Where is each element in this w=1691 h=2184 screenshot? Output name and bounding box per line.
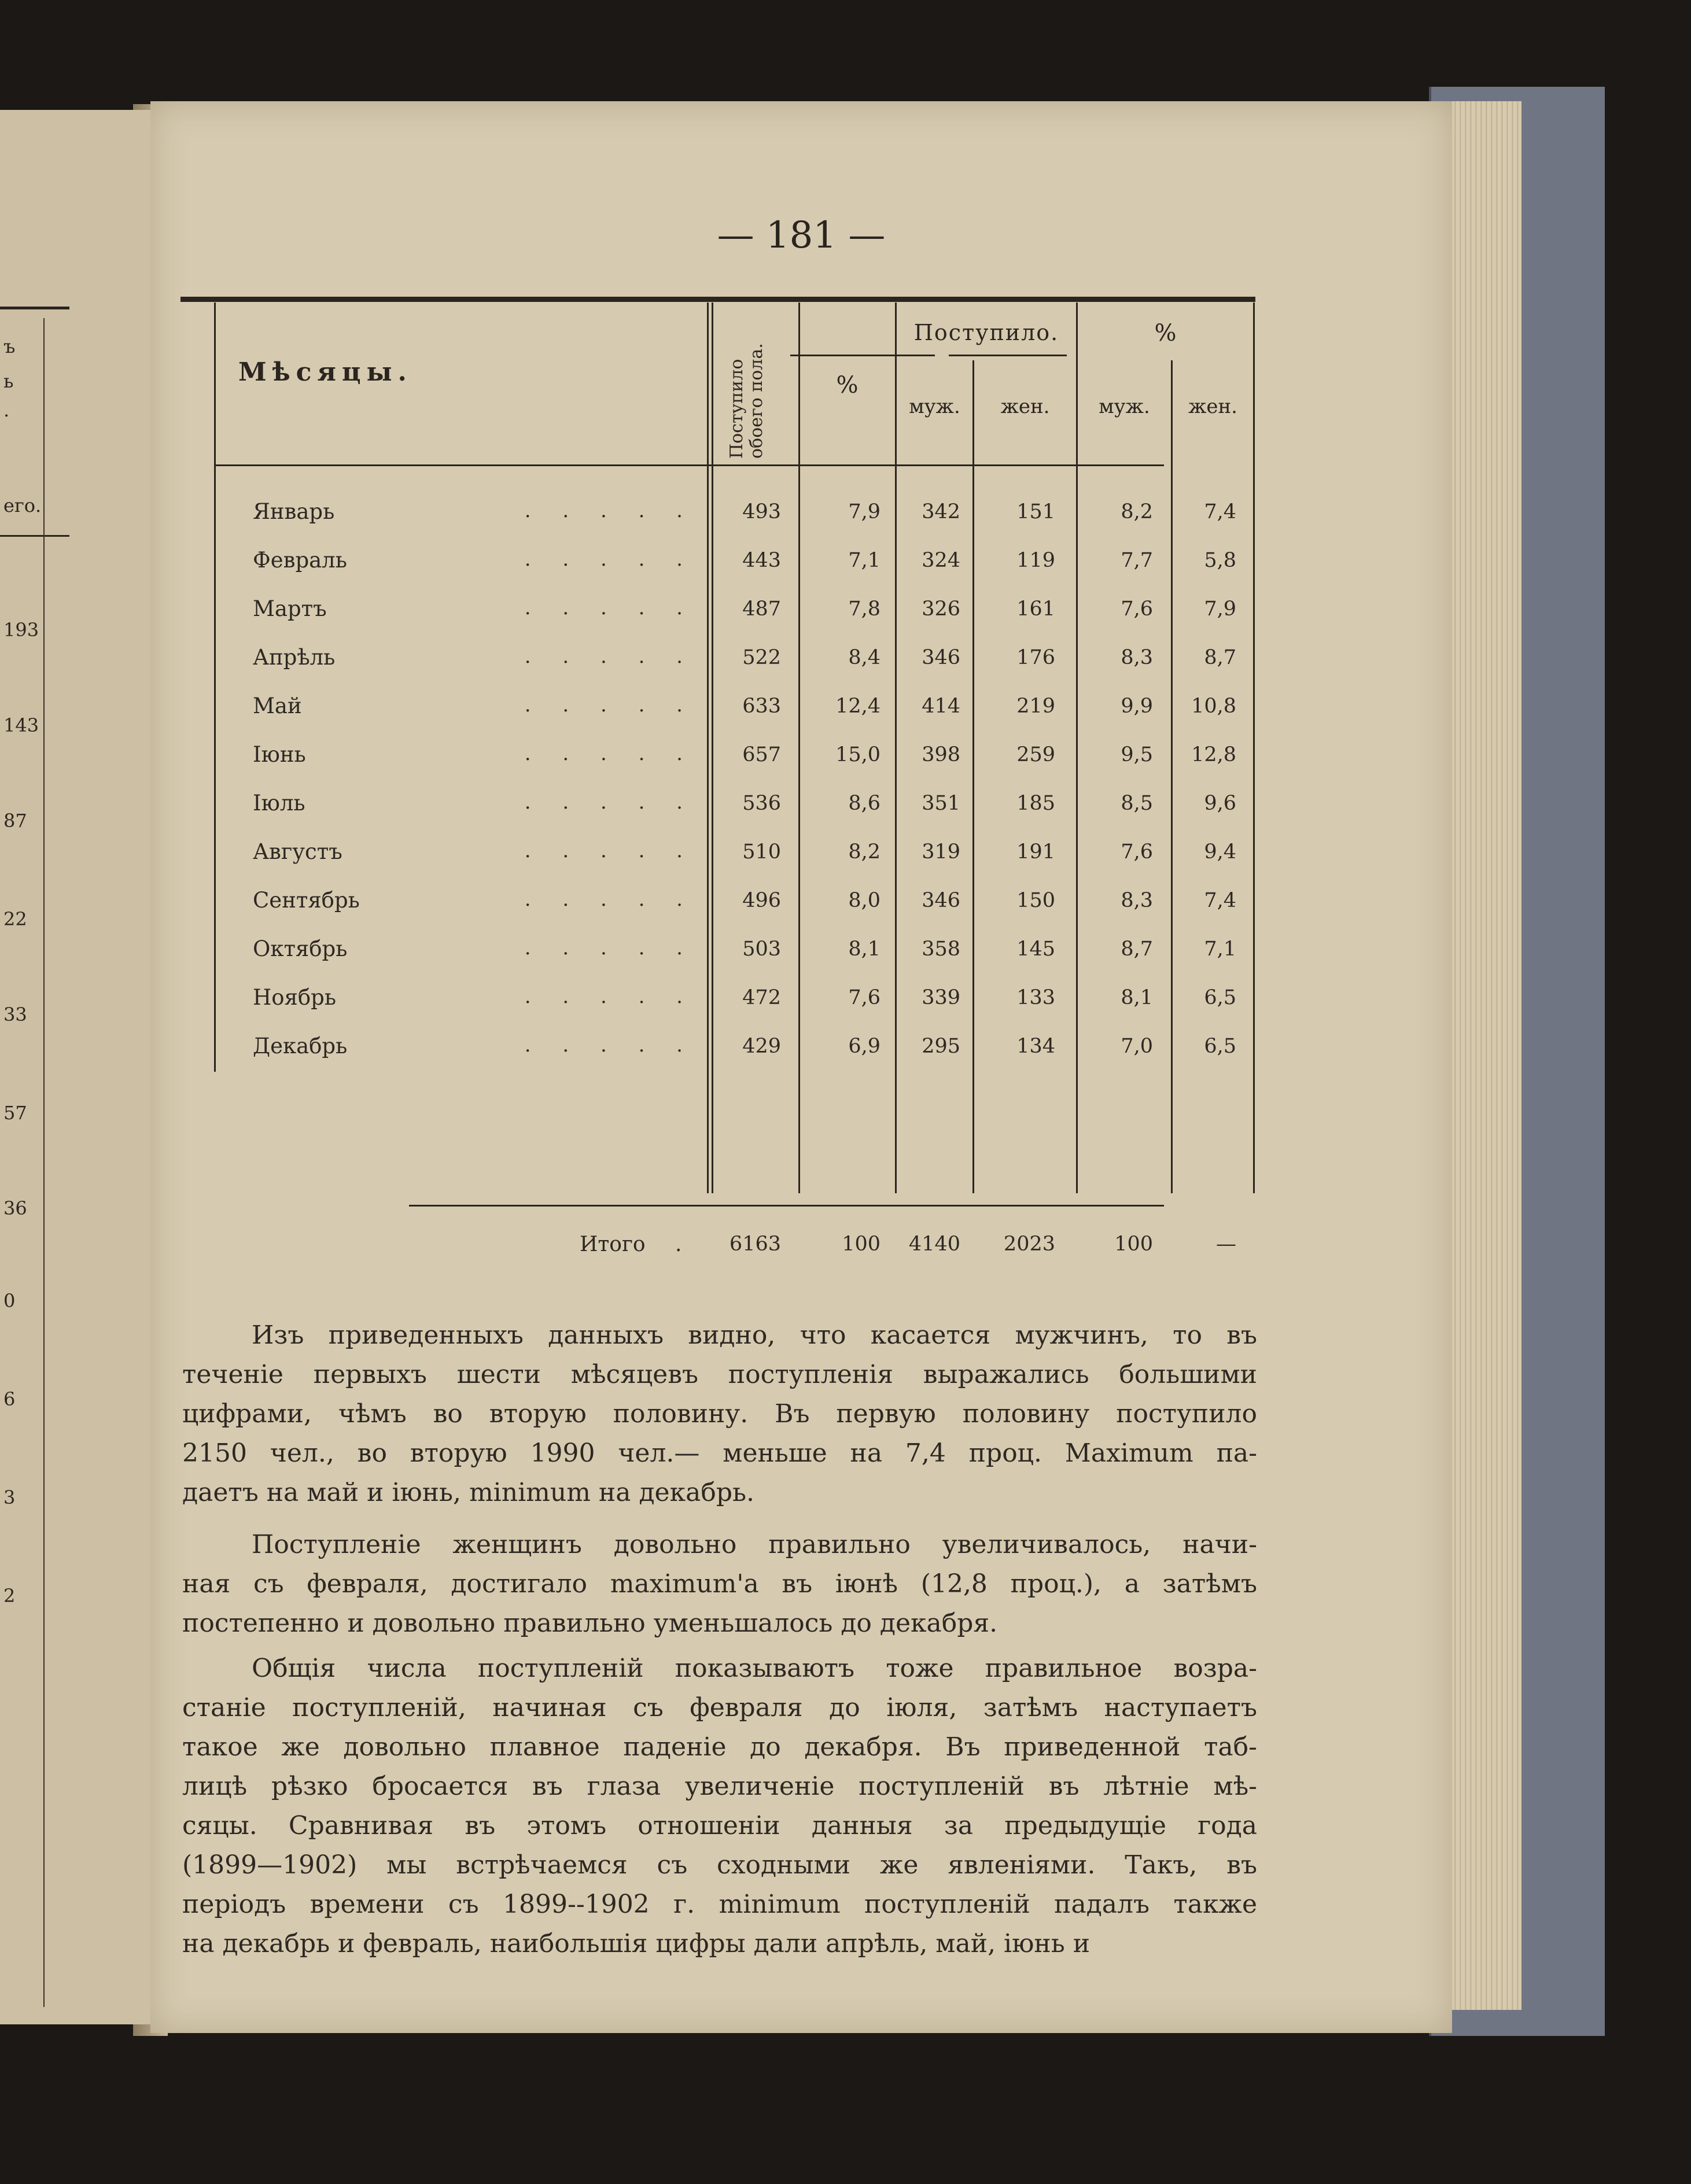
header-female: жен. <box>1000 395 1050 418</box>
left-fragment: 143 <box>3 714 39 736</box>
text-line: Изъ приведенныхъ данныхъ видно, что касается мужчинъ, то въ <box>252 1320 1257 1350</box>
leader-dots: . . . . . <box>524 499 695 522</box>
cell-male-pct: 8,5 <box>1121 792 1153 815</box>
cell-total: 536 <box>742 792 781 815</box>
cell-pct: 7,6 <box>848 986 881 1009</box>
cell-male: 342 <box>922 500 960 523</box>
totals-dot: . <box>675 1233 682 1256</box>
cell-male: 324 <box>922 549 960 572</box>
text-line: ная съ февраля, достигало maximum'а въ іюнѣ (12,8 проц.), а затѣмъ <box>182 1569 1257 1599</box>
cell-female: 191 <box>1016 840 1055 864</box>
cell-female: 150 <box>1016 889 1055 912</box>
cell-female-pct: 5,8 <box>1204 549 1236 572</box>
left-fragment: ъ <box>3 335 16 357</box>
cell-male: 398 <box>922 743 960 766</box>
cell-female: 119 <box>1016 549 1055 572</box>
cell-pct: 15,0 <box>835 743 881 766</box>
column-rule <box>1253 302 1255 1193</box>
left-fragment: 6 <box>3 1388 16 1410</box>
leader-dots: . . . . . <box>524 1034 695 1057</box>
totals-label: Итого <box>580 1233 646 1256</box>
month-name: Іюнь <box>253 742 306 767</box>
header-total-admitted: Поступило обоего пола. <box>727 343 767 459</box>
paragraph <box>182 1649 1257 1964</box>
header-months: Мѣсяцы. <box>238 357 412 387</box>
month-name: Сентябрь <box>253 888 360 913</box>
cell-male-pct: 8,7 <box>1121 938 1153 961</box>
cell-male: 326 <box>922 597 960 621</box>
cell-total: 443 <box>742 549 781 572</box>
totals-rule <box>409 1205 1164 1207</box>
cell-male: 351 <box>922 792 960 815</box>
text-line: постепенно и довольно правильно уменьшалось до декабря. <box>182 1609 998 1638</box>
text-line: сяцы. Сравнивая въ этомъ отношеніи данныя за предыдущіе года <box>182 1811 1257 1840</box>
text-line: цифрами, чѣмъ во вторую половину. Въ первую половину поступило <box>182 1399 1257 1429</box>
cell-male-pct: 7,0 <box>1121 1035 1153 1058</box>
cell-female-pct: 9,6 <box>1204 792 1236 815</box>
cell-pct: 8,6 <box>848 792 881 815</box>
cell-male-pct: 9,9 <box>1121 695 1153 718</box>
cell-female-pct: 12,8 <box>1191 743 1236 766</box>
text-line: лицѣ рѣзко бросается въ глаза увеличеніе поступленій въ лѣтніе мѣ- <box>182 1772 1257 1801</box>
totals-female-pct: — <box>1216 1233 1236 1256</box>
cell-pct: 8,4 <box>848 646 881 669</box>
paragraph <box>182 1525 1257 1643</box>
cell-female: 151 <box>1016 500 1055 523</box>
cell-male-pct: 8,2 <box>1121 500 1153 523</box>
header-male: муж. <box>909 395 960 418</box>
cell-female-pct: 9,4 <box>1204 840 1236 864</box>
cell-female: 185 <box>1016 792 1055 815</box>
cell-pct: 7,8 <box>848 597 881 621</box>
cell-male: 414 <box>922 695 960 718</box>
cell-male: 339 <box>922 986 960 1009</box>
month-name: Декабрь <box>253 1034 348 1058</box>
cell-pct: 7,1 <box>848 549 881 572</box>
left-page-rule <box>0 535 69 537</box>
page-number: — 181 — <box>717 214 886 257</box>
left-fragment: 87 <box>3 810 27 832</box>
cell-total: 487 <box>742 597 781 621</box>
leader-dots: . . . . . <box>524 645 695 668</box>
cell-male-pct: 8,1 <box>1121 986 1153 1009</box>
cell-pct: 8,0 <box>848 889 881 912</box>
column-rule <box>214 302 216 1072</box>
month-name: Май <box>253 693 302 718</box>
month-name: Февраль <box>253 548 347 573</box>
leader-dots: . . . . . <box>524 742 695 765</box>
header-percent: % <box>836 372 859 399</box>
cell-total: 496 <box>742 889 781 912</box>
cell-female: 133 <box>1016 986 1055 1009</box>
group-underline <box>949 355 1067 356</box>
totals-pct: 100 <box>842 1233 881 1256</box>
cell-female-pct: 8,7 <box>1204 646 1236 669</box>
column-rule <box>707 302 709 1193</box>
cell-female-pct: 6,5 <box>1204 986 1236 1009</box>
left-fragment: 193 <box>3 619 39 641</box>
cell-female: 145 <box>1016 938 1055 961</box>
cell-male-pct: 8,3 <box>1121 646 1153 669</box>
text-line: періодъ времени съ 1899--1902 г. minimum поступленій падалъ также <box>182 1890 1257 1919</box>
month-name: Октябрь <box>253 936 348 961</box>
cell-male: 358 <box>922 938 960 961</box>
column-rule <box>972 360 974 1193</box>
text-line: на декабрь и февраль, наибольшія цифры дали апрѣль, май, іюнь и <box>182 1929 1091 1958</box>
paragraph <box>182 1316 1257 1512</box>
cell-female-pct: 7,1 <box>1204 938 1236 961</box>
header-female-pct: жен. <box>1188 395 1237 418</box>
text-line: даетъ на май и іюнь, minimum на декабрь. <box>182 1478 754 1507</box>
totals-male: 4140 <box>908 1233 960 1256</box>
left-page-column-rule <box>43 318 45 2007</box>
cell-male-pct: 7,6 <box>1121 597 1153 621</box>
header-admitted-group: Поступило. <box>913 320 1059 345</box>
month-name: Мартъ <box>253 596 327 621</box>
cell-total: 503 <box>742 938 781 961</box>
text-line: станіе поступленій, начиная съ февраля до іюля, затѣмъ наступаетъ <box>182 1693 1257 1722</box>
cell-male-pct: 7,7 <box>1121 549 1153 572</box>
cell-total: 472 <box>742 986 781 1009</box>
header-male-pct: муж. <box>1099 395 1150 418</box>
month-name: Ноябрь <box>253 985 336 1010</box>
cell-total: 657 <box>742 743 781 766</box>
cell-female-pct: 7,4 <box>1204 500 1236 523</box>
totals-female: 2023 <box>1003 1233 1055 1256</box>
left-fragment: 2 <box>3 1585 16 1607</box>
month-name: Августъ <box>253 839 342 864</box>
leader-dots: . . . . . <box>524 936 695 960</box>
left-fragment: его. <box>3 495 42 517</box>
cell-female: 134 <box>1016 1035 1055 1058</box>
month-name: Апрѣль <box>253 645 336 670</box>
cell-female-pct: 7,4 <box>1204 889 1236 912</box>
left-fragment: 22 <box>3 908 27 930</box>
header-percent-group: % <box>1154 320 1177 346</box>
table-top-rule <box>180 297 1255 302</box>
cell-pct: 8,1 <box>848 938 881 961</box>
leader-dots: . . . . . <box>524 985 695 1008</box>
month-name: Іюль <box>253 791 305 816</box>
cell-pct: 7,9 <box>848 500 881 523</box>
body-text <box>182 1316 1257 1969</box>
cell-pct: 8,2 <box>848 840 881 864</box>
left-fragment: 57 <box>3 1102 27 1124</box>
cell-female: 219 <box>1016 695 1055 718</box>
admissions-table <box>180 297 1255 1292</box>
cell-male: 346 <box>922 646 960 669</box>
left-fragment: 0 <box>3 1290 16 1312</box>
left-fragment: 36 <box>3 1197 27 1219</box>
text-line: 2150 чел., во вторую 1990 чел.— меньше на 7,4 проц. Maximum па- <box>182 1438 1257 1468</box>
cell-male: 295 <box>922 1035 960 1058</box>
cell-total: 493 <box>742 500 781 523</box>
totals-male-pct: 100 <box>1114 1233 1153 1256</box>
month-name: Январь <box>253 499 335 524</box>
cell-total: 429 <box>742 1035 781 1058</box>
cell-female: 176 <box>1016 646 1055 669</box>
cell-total: 633 <box>742 695 781 718</box>
left-fragment: 33 <box>3 1004 27 1025</box>
text-line: Общія числа поступленій показываютъ тоже правильное возра- <box>252 1654 1257 1683</box>
left-page-rule <box>0 307 69 309</box>
cell-male-pct: 7,6 <box>1121 840 1153 864</box>
left-fragment: 3 <box>3 1486 16 1508</box>
cell-female-pct: 6,5 <box>1204 1035 1236 1058</box>
totals-total: 6163 <box>729 1233 781 1256</box>
cell-female-pct: 10,8 <box>1191 695 1236 718</box>
cell-total: 510 <box>742 840 781 864</box>
cell-male: 346 <box>922 889 960 912</box>
group-underline <box>790 355 935 356</box>
cell-male-pct: 9,5 <box>1121 743 1153 766</box>
leader-dots: . . . . . <box>524 693 695 717</box>
leader-dots: . . . . . <box>524 791 695 814</box>
text-line: Поступленіе женщинъ довольно правильно увеличивалось, начи- <box>252 1530 1257 1559</box>
header-bottom-rule <box>215 464 1164 466</box>
page-edges <box>1446 101 1521 2010</box>
leader-dots: . . . . . <box>524 888 695 911</box>
text-line: такое же довольно плавное паденіе до декабря. Въ приведенной таб- <box>182 1732 1257 1762</box>
left-fragment: ь <box>3 370 14 392</box>
cell-female: 259 <box>1016 743 1055 766</box>
leader-dots: . . . . . <box>524 548 695 571</box>
cell-male-pct: 8,3 <box>1121 889 1153 912</box>
cell-male: 319 <box>922 840 960 864</box>
cell-total: 522 <box>742 646 781 669</box>
leader-dots: . . . . . <box>524 839 695 862</box>
cell-female-pct: 7,9 <box>1204 597 1236 621</box>
text-line: (1899—1902) мы встрѣчаемся съ сходными же явленіями. Такъ, въ <box>182 1850 1257 1880</box>
left-fragment: . <box>3 399 10 421</box>
text-line: теченіе первыхъ шести мѣсяцевъ поступленія выражались большими <box>182 1360 1257 1389</box>
leader-dots: . . . . . <box>524 596 695 619</box>
left-page-fragment <box>0 110 153 2024</box>
book-page <box>150 101 1452 2033</box>
column-rule <box>1171 360 1173 1193</box>
cell-pct: 12,4 <box>835 695 881 718</box>
cell-pct: 6,9 <box>848 1035 881 1058</box>
cell-female: 161 <box>1016 597 1055 621</box>
